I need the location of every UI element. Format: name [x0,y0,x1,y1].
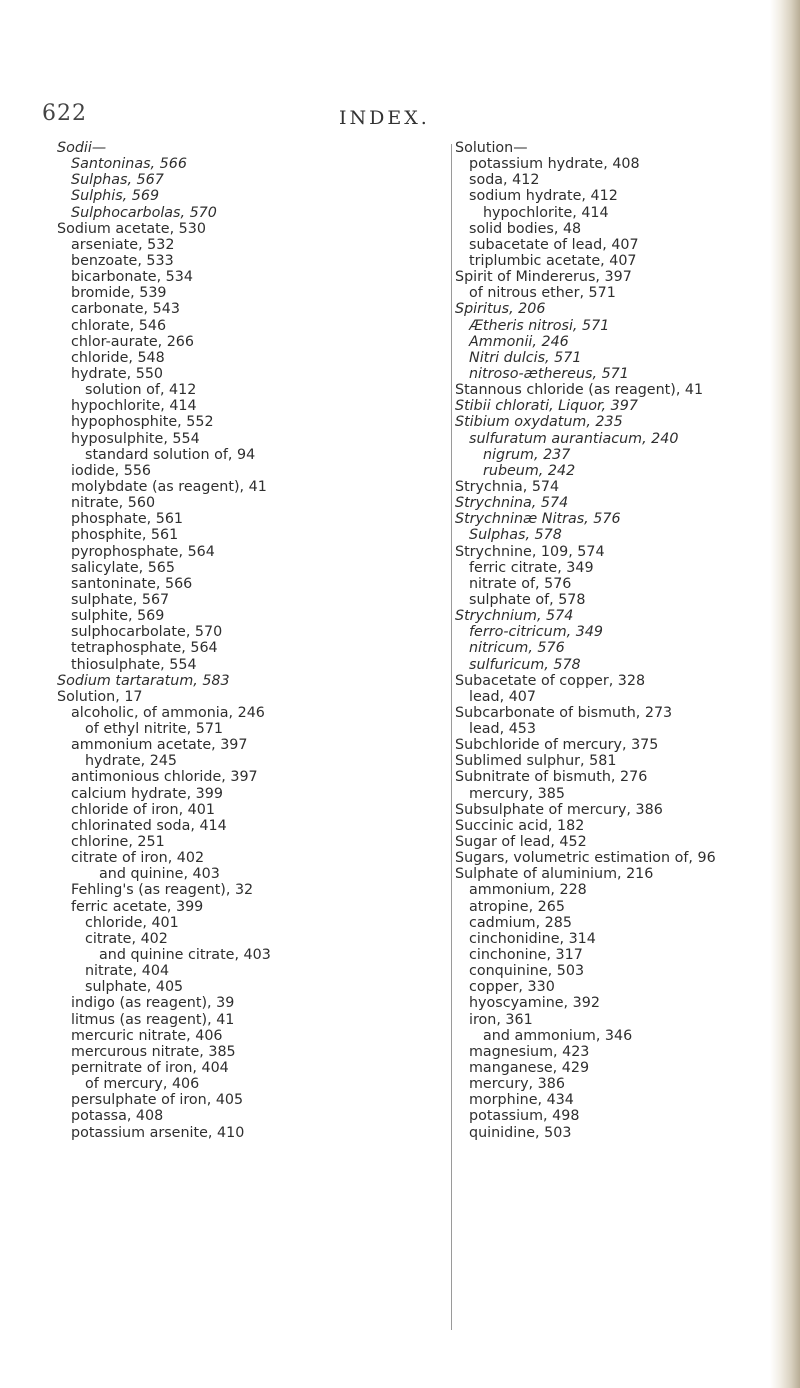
index-entry: Subsulphate of mercury, 386 [455,801,663,818]
index-entry: hypophosphite, 552 [71,414,214,431]
index-entry: carbonate, 543 [71,301,180,318]
index-entry: sulphate, 567 [71,591,170,608]
index-entry: magnesium, 423 [469,1043,590,1060]
index-entry: nitrate of, 576 [469,575,572,592]
index-entry: triplumbic acetate, 407 [469,252,637,269]
index-entry: antimonious chloride, 397 [71,769,258,786]
index-entry: copper, 330 [469,979,555,996]
index-entry: mercury, 385 [469,785,565,802]
index-entry: hyposulphite, 554 [71,430,200,447]
index-entry: of ethyl nitrite, 571 [85,721,224,738]
index-entry: Stibium oxydatum, 235 [455,414,623,431]
index-entry: Ammonii, 246 [469,333,569,350]
index-entry: Ætheris nitrosi, 571 [469,317,610,334]
index-entry: sulphite, 569 [71,608,165,625]
index-entry: Subcarbonate of bismuth, 273 [455,704,673,721]
index-entry: persulphate of iron, 405 [71,1092,244,1109]
index-entry: salicylate, 565 [71,559,175,576]
index-entry: nigrum, 237 [483,446,571,463]
index-entry: arseniate, 532 [71,236,175,253]
index-entry: tetraphosphate, 564 [71,640,218,657]
index-entry: chlorinated soda, 414 [71,817,227,834]
index-entry: ferric citrate, 349 [469,559,594,576]
index-entry: benzoate, 533 [71,252,174,269]
index-entry: phosphite, 561 [71,527,179,544]
index-entry: santoninate, 566 [71,575,193,592]
index-entry: Solution, 17 [57,688,143,705]
index-entry: Strychnium, 574 [455,608,574,625]
index-entry: Nitri dulcis, 571 [469,349,582,366]
index-entry: phosphate, 561 [71,511,184,528]
index-entry: potassa, 408 [71,1108,164,1125]
index-entry: indigo (as reagent), 39 [71,995,235,1012]
index-entry: sulfuratum aurantiacum, 240 [469,430,679,447]
index-entry: and quinine, 403 [99,866,220,883]
index-entry: hypochlorite, 414 [483,204,609,221]
index-entry: Sulphas, 567 [71,172,164,189]
index-entry: Sodium acetate, 530 [57,220,206,237]
running-head: INDEX. [339,107,430,129]
index-entry: atropine, 265 [469,898,565,915]
index-entry: conquinine, 503 [469,963,585,980]
index-entry: citrate of iron, 402 [71,850,205,867]
index-entry: chlor-aurate, 266 [71,333,195,350]
index-entry: rubeum, 242 [483,462,576,479]
index-entry: nitrate, 560 [71,495,156,512]
index-entry: of nitrous ether, 571 [469,285,616,302]
index-entry: Stibii chlorati, Liquor, 397 [455,398,638,415]
index-entry: alcoholic, of ammonia, 246 [71,704,265,721]
index-entry: hydrate, 245 [85,753,178,770]
index-entry: iodide, 556 [71,462,152,479]
index-column-left [57,140,437,1141]
index-entry: soda, 412 [469,172,540,189]
index-entry: ammonium, 228 [469,882,587,899]
index-entry: solid bodies, 48 [469,220,582,237]
index-entry: potassium, 498 [469,1108,580,1125]
index-entry: sulphate, 405 [85,979,184,996]
index-entry: thiosulphate, 554 [71,656,197,673]
index-entry: nitroso-æthereus, 571 [469,365,629,382]
index-entry: Spirit of Mindererus, 397 [455,269,632,286]
index-entry: Santoninas, 566 [71,156,187,173]
index-entry: molybdate (as reagent), 41 [71,478,267,495]
index-entry: Strychnine, 109, 574 [455,543,605,560]
index-entry: lead, 453 [469,721,536,738]
index-entry: litmus (as reagent), 41 [71,1011,235,1028]
index-entry: Sulphis, 569 [71,188,160,205]
index-entry: pernitrate of iron, 404 [71,1060,229,1077]
index-entry: sodium hydrate, 412 [469,188,618,205]
index-entry: quinidine, 503 [469,1124,572,1141]
index-entry: sulphate of, 578 [469,591,586,608]
column-divider [451,144,452,1330]
index-entry: manganese, 429 [469,1060,590,1077]
index-entry: calcium hydrate, 399 [71,785,223,802]
index-entry: potassium arsenite, 410 [71,1124,245,1141]
index-entry: chloride, 401 [85,914,179,931]
index-entry: Subnitrate of bismuth, 276 [455,769,648,786]
index-entry: Sulphas, 578 [469,527,562,544]
page-number: 622 [42,101,87,126]
index-entry: Solution— [455,140,528,156]
index-entry: Sulphate of aluminium, 216 [455,866,654,883]
index-entry: ferric acetate, 399 [71,898,204,915]
index-entry: sulphocarbolate, 570 [71,624,223,641]
index-column-right [455,140,775,1141]
index-entry: cinchonidine, 314 [469,930,596,947]
index-entry: Sugars, volumetric estimation of, 96 [455,850,716,867]
index-entry: sulfuricum, 578 [469,656,581,673]
index-entry: Spiritus, 206 [455,301,546,318]
index-entry: lead, 407 [469,688,536,705]
index-entry: chloride of iron, 401 [71,801,215,818]
index-entry: cadmium, 285 [469,914,572,931]
index-entry: of mercury, 406 [85,1076,200,1093]
index-entry: Strychninæ Nitras, 576 [455,511,621,528]
index-entry: hydrate, 550 [71,365,164,382]
index-entry: and ammonium, 346 [483,1027,633,1044]
index-entry: Strychnia, 574 [455,478,560,495]
index-entry: standard solution of, 94 [85,446,256,463]
index-entry: Succinic acid, 182 [455,817,585,834]
index-entry: Sugar of lead, 452 [455,834,587,851]
index-entry: chloride, 548 [71,349,165,366]
index-entry: hypochlorite, 414 [71,398,197,415]
index-entry: nitrate, 404 [85,963,170,980]
index-entry: iron, 361 [469,1011,533,1028]
index-entry: solution of, 412 [85,382,197,399]
index-entry: Strychnina, 574 [455,495,569,512]
index-entry: mercury, 386 [469,1076,565,1093]
index-entry: ammonium acetate, 397 [71,737,248,754]
index-entry: pyrophosphate, 564 [71,543,215,560]
index-entry: mercuric nitrate, 406 [71,1027,223,1044]
index-entry: morphine, 434 [469,1092,574,1109]
index-entry: Sodium tartaratum, 583 [57,672,230,689]
index-entry: Subacetate of copper, 328 [455,672,646,689]
index-entry: chlorate, 546 [71,317,167,334]
index-entry: and quinine citrate, 403 [99,947,271,964]
index-entry: ferro-citricum, 349 [469,624,604,641]
index-entry: Subchloride of mercury, 375 [455,737,659,754]
index-entry: Sulphocarbolas, 570 [71,204,217,221]
index-entry: nitricum, 576 [469,640,565,657]
index-entry: mercurous nitrate, 385 [71,1043,236,1060]
index-entry: bromide, 539 [71,285,167,302]
index-entry: chlorine, 251 [71,834,165,851]
index-entry: potassium hydrate, 408 [469,156,640,173]
index-entry: Stannous chloride (as reagent), 41 [455,382,704,399]
index-entry: Fehling's (as reagent), 32 [71,882,254,899]
index-entry: Sublimed sulphur, 581 [455,753,617,770]
index-entry: bicarbonate, 534 [71,269,193,286]
index-entry: subacetate of lead, 407 [469,236,639,253]
index-entry: hyoscyamine, 392 [469,995,600,1012]
index-entry: cinchonine, 317 [469,947,583,964]
index-entry: Sodii— [57,140,107,156]
index-entry: citrate, 402 [85,930,168,947]
